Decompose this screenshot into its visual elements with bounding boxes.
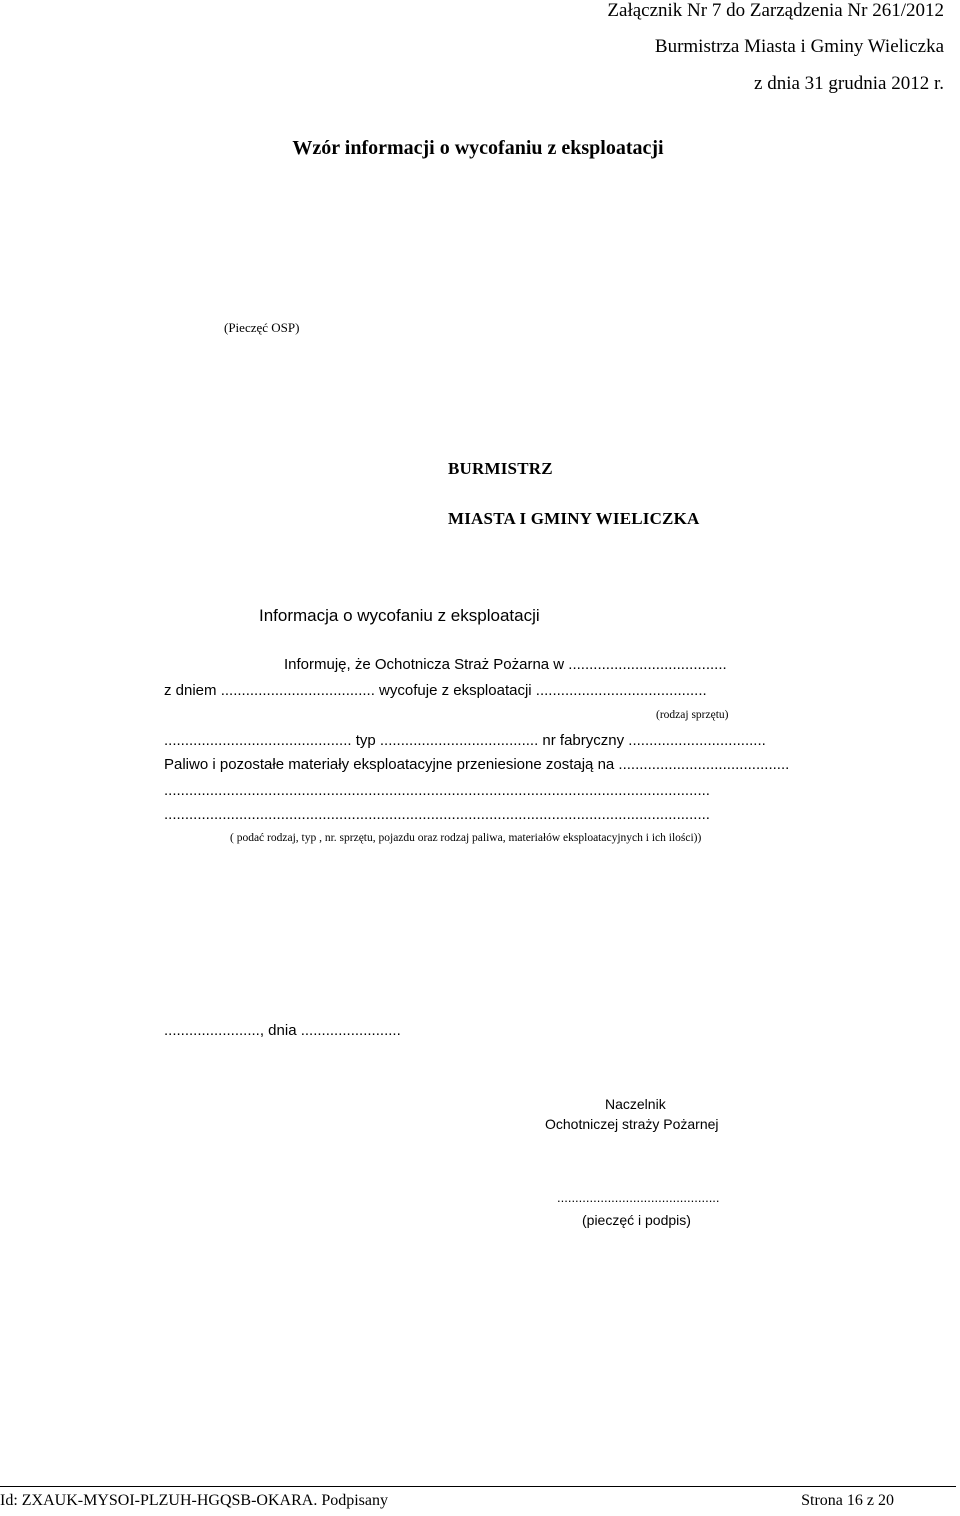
signature-line: ............................................. [557, 1190, 720, 1205]
attachment-header-date: z dnia 31 grudnia 2012 r. [754, 73, 944, 94]
hint-details: ( podać rodzaj, typ , nr. sprzętu, pojazdu oraz rodzaj paliwa, materiałów eksploatacyjnych i ich ilości)) [230, 832, 702, 844]
signature-label: (pieczęć i podpis) [582, 1212, 691, 1228]
page-number: Strona 16 z 20 [801, 1492, 894, 1509]
place-date-line: ......................., dnia ........................ [164, 1022, 401, 1039]
form-line-type: ............................................. typ ...................................... nr fabryczny ................................. [164, 732, 766, 749]
document-title-text: Wzór informacji o wycofaniu z eksploatacji [292, 137, 664, 159]
hint-equipment-kind: (rodzaj sprzętu) [656, 709, 729, 721]
form-line-inform: Informuję, że Ochotnicza Straż Pożarna w ...................................... [284, 656, 727, 673]
addressee-line-2: MIASTA I GMINY WIELICZKA [448, 509, 700, 528]
document-title [0, 137, 960, 160]
addressee-line-1: BURMISTRZ [448, 459, 553, 478]
form-title: Informacja o wycofaniu z eksploatacji [259, 606, 540, 625]
attachment-header-line: Załącznik Nr 7 do Zarządzenia Nr 261/2012 [607, 0, 944, 21]
footer-divider [0, 1486, 956, 1487]
form-line-date: z dniem ..................................... wycofuje z eksploatacji ......................................... [164, 682, 707, 699]
form-line-fuel: Paliwo i pozostałe materiały eksploatacyjne przeniesione zostają na ......................................... [164, 756, 790, 773]
attachment-header-issuer: Burmistrza Miasta i Gminy Wieliczka [654, 36, 944, 57]
signer-organization: Ochotniczej straży Pożarnej [545, 1116, 719, 1132]
document-id: Id: ZXAUK-MYSOI-PLZUH-HGQSB-OKARA. Podpisany [0, 1492, 388, 1509]
form-dots-line-2: ................................................................................................................................... [164, 806, 710, 823]
stamp-label: (Pieczęć OSP) [224, 320, 300, 335]
signer-title: Naczelnik [605, 1096, 666, 1112]
form-dots-line-1: ................................................................................................................................... [164, 782, 710, 799]
